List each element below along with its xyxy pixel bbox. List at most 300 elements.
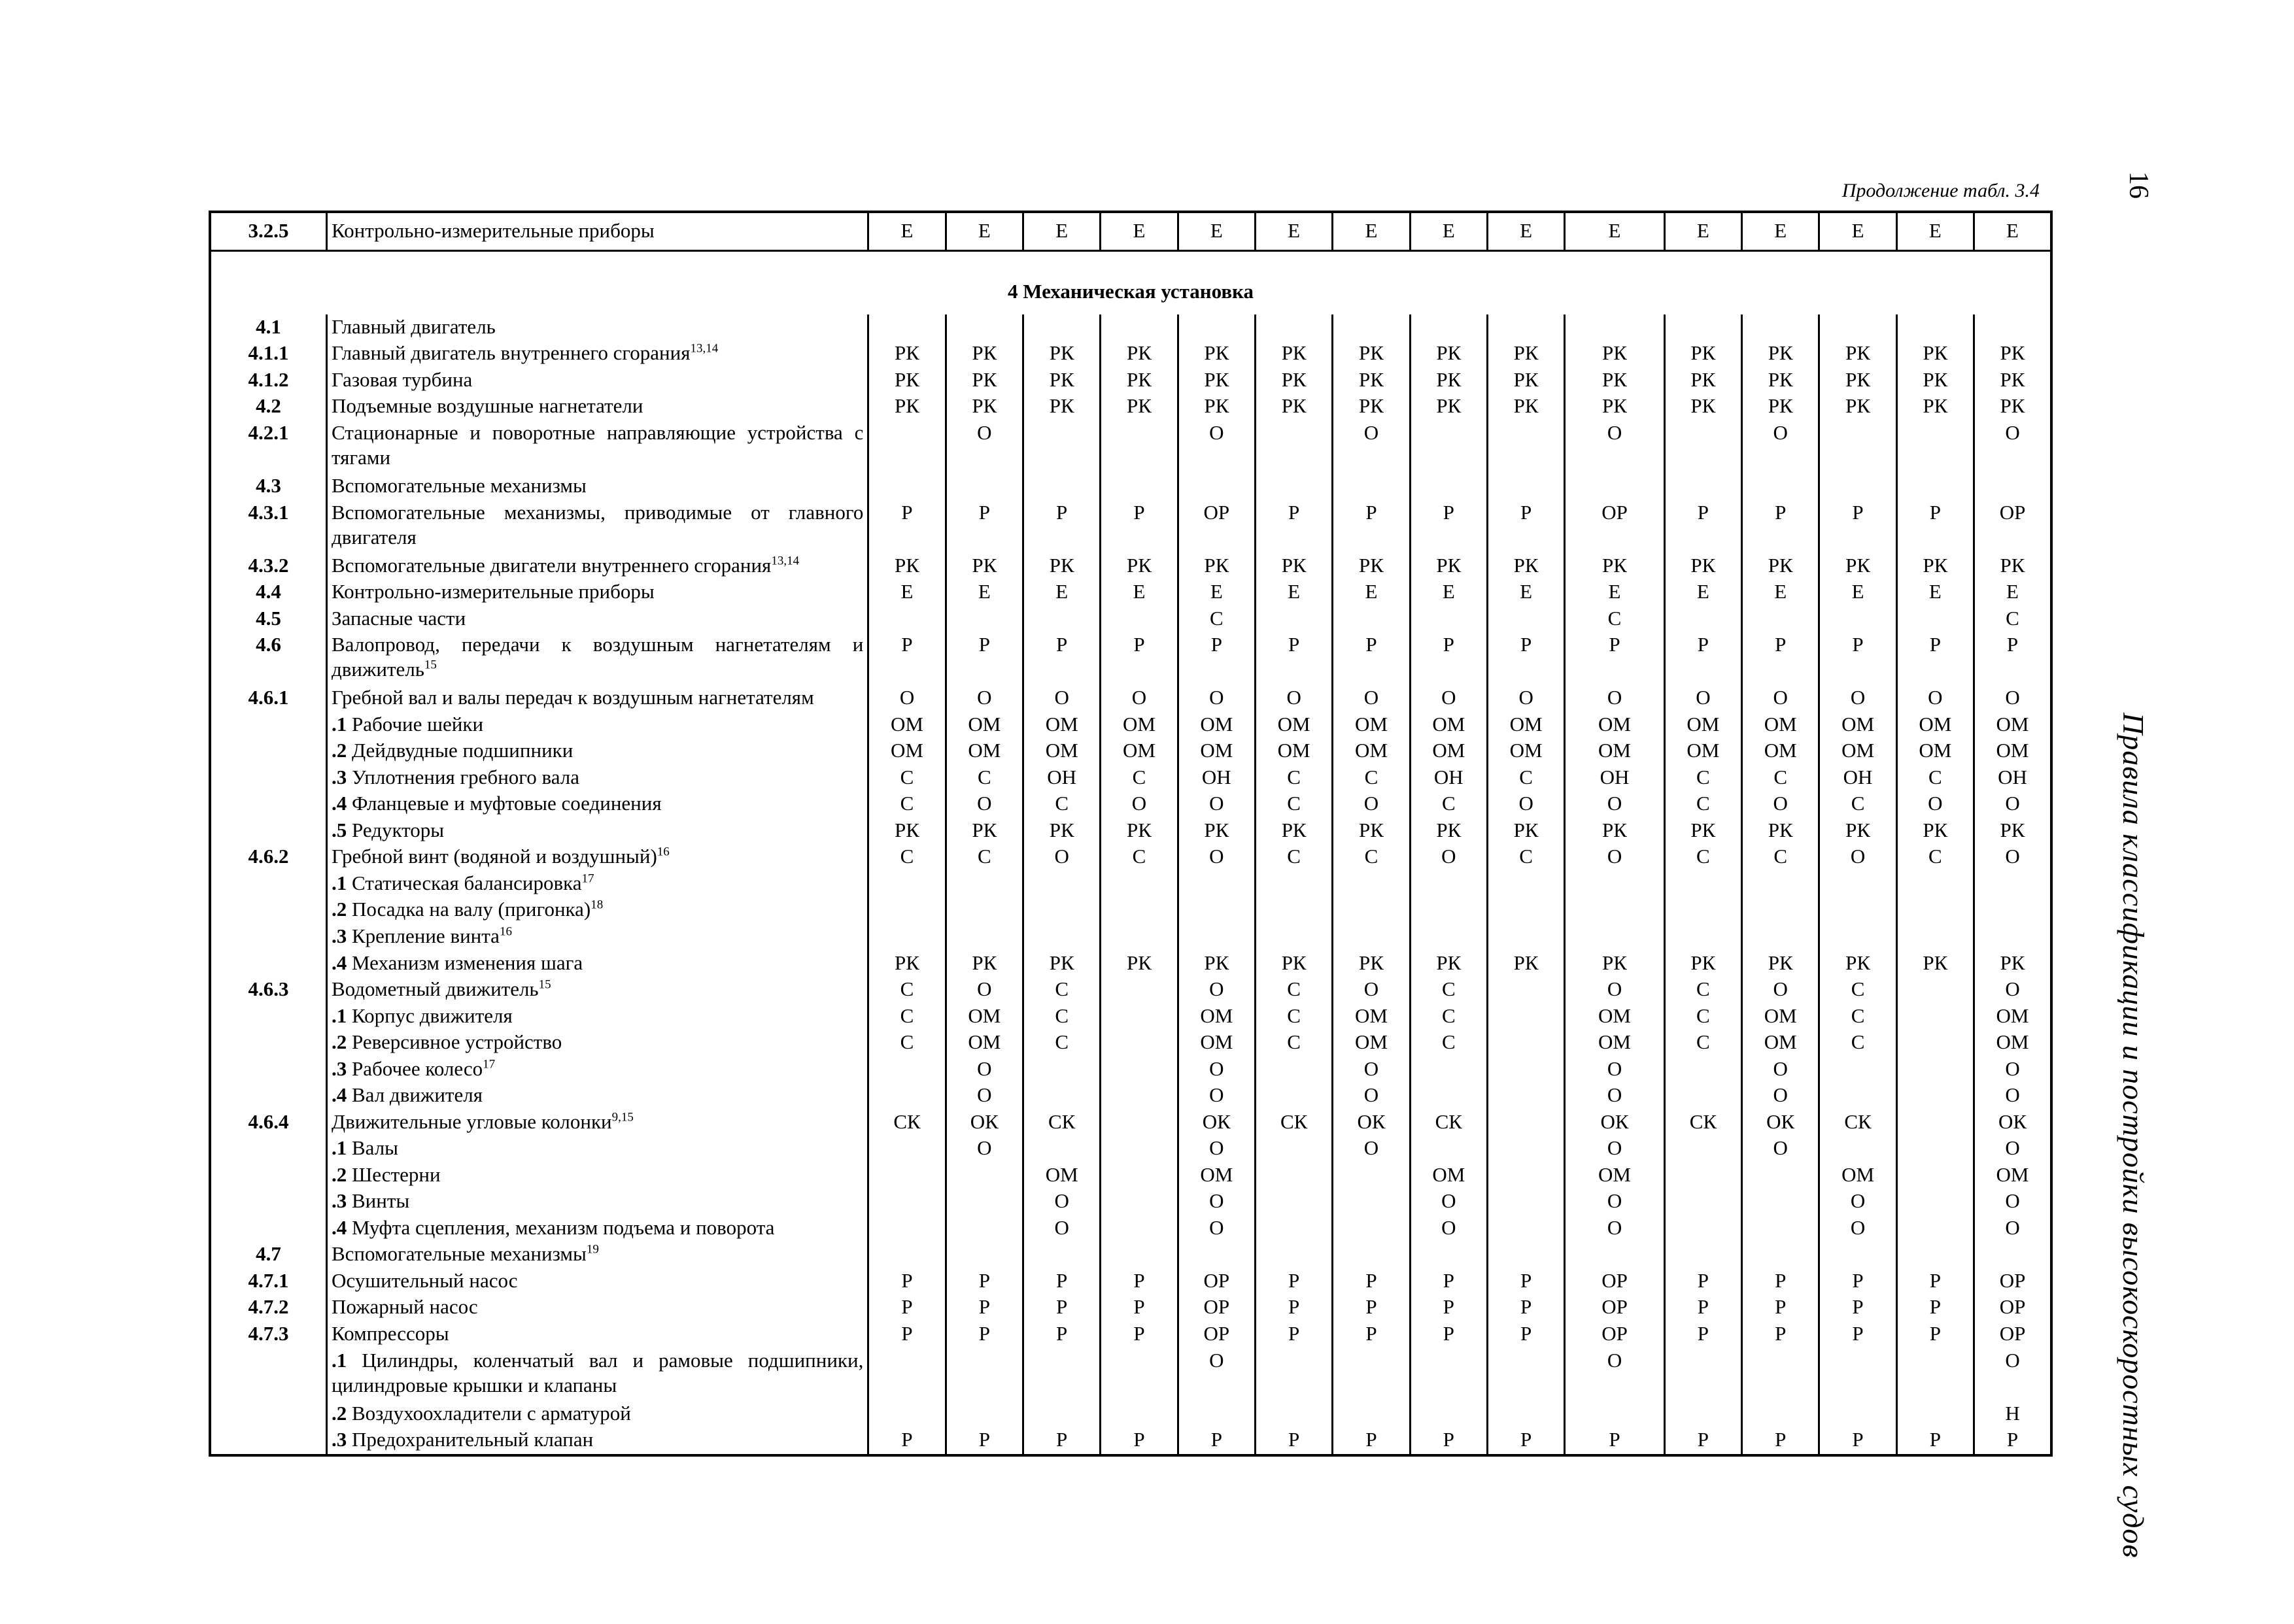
table-cell: О: [1819, 844, 1896, 871]
table-cell: [1255, 924, 1332, 951]
table-cell: [1487, 924, 1564, 951]
table-cell: [1664, 1348, 1741, 1401]
table-cell: [1819, 606, 1896, 633]
table-cell: РК: [1410, 367, 1487, 394]
table-cell: [1819, 924, 1896, 951]
row-name-text: Валопровод, передачи к воздушным нагнетателям и движитель: [332, 633, 864, 681]
table-cell: Р: [1023, 632, 1101, 685]
table-cell: [1101, 1083, 1178, 1109]
footnote-ref: 18: [591, 898, 604, 913]
table-cell: РК: [1896, 367, 1974, 394]
table-cell: [1742, 1242, 1819, 1268]
table-cell: С: [946, 765, 1023, 792]
table-cell: Р: [1101, 632, 1178, 685]
sub-item-number: .3: [332, 924, 347, 948]
table-cell: Р: [1333, 1427, 1410, 1455]
table-cell: [946, 1348, 1023, 1401]
table-cell: О: [1819, 1215, 1896, 1242]
table-cell: С: [1333, 765, 1410, 792]
row-name-text: Компрессоры: [332, 1321, 449, 1345]
table-cell: [1742, 1348, 1819, 1401]
table-cell: О: [1742, 1057, 1819, 1083]
row-number: [210, 1189, 327, 1215]
table-cell: [946, 473, 1023, 500]
table-cell: Е: [946, 579, 1023, 606]
table-cell: О: [1178, 977, 1255, 1004]
table-cell: [946, 1215, 1023, 1242]
table-cell: О: [1178, 1057, 1255, 1083]
table-cell: Р: [1664, 1268, 1741, 1295]
sub-item-number: .1: [332, 712, 347, 736]
row-name: [327, 1348, 868, 1401]
table-cell: ОМ: [946, 1030, 1023, 1057]
table-cell: РК: [946, 553, 1023, 580]
table-cell: [1410, 420, 1487, 473]
table-cell: [1896, 1083, 1974, 1109]
table-cell: Е: [1178, 579, 1255, 606]
table-cell: Р: [1487, 1268, 1564, 1295]
table-cell: ОМ: [1742, 1004, 1819, 1030]
row-name: [327, 1242, 868, 1268]
table-cell: [1742, 606, 1819, 633]
table-cell: С: [1410, 1004, 1487, 1030]
table-cell: О: [1410, 1189, 1487, 1215]
table-cell: РК: [1333, 951, 1410, 977]
table-cell: РК: [946, 341, 1023, 367]
table-cell: ОМ: [1487, 738, 1564, 765]
table-cell: [1101, 871, 1178, 898]
table-cell: О: [1178, 1215, 1255, 1242]
table-cell: Р: [1664, 1294, 1741, 1321]
table-cell: О: [946, 685, 1023, 712]
table-cell: РК: [1178, 341, 1255, 367]
table-cell: [1410, 314, 1487, 341]
table-cell: О: [1101, 685, 1178, 712]
table-cell: [1487, 1189, 1564, 1215]
table-cell: ОМ: [946, 712, 1023, 739]
table-cell: Р: [1896, 1427, 1974, 1455]
table-cell: [1101, 1348, 1178, 1401]
table-cell: О: [1333, 685, 1410, 712]
table-cell: [1410, 1083, 1487, 1109]
table-cell: О: [1742, 1083, 1819, 1109]
row-number: [210, 951, 327, 977]
row-name-text: Вспомогательные механизмы, приводимые от главного двигателя: [332, 500, 864, 549]
table-cell: О: [1565, 791, 1664, 818]
row-number: [210, 791, 327, 818]
table-row: [210, 791, 2051, 818]
table-cell: Р: [1410, 1321, 1487, 1348]
table-cell: Е: [1023, 212, 1101, 250]
row-name: [327, 553, 868, 580]
table-cell: Р: [1819, 1321, 1896, 1348]
table-cell: ОМ: [1896, 738, 1974, 765]
table-cell: РК: [1896, 951, 1974, 977]
table-cell: РК: [868, 367, 946, 394]
table-cell: [1664, 1083, 1741, 1109]
table-cell: [1974, 924, 2051, 951]
table-cell: Е: [1101, 212, 1178, 250]
table-cell: ОМ: [1974, 738, 2051, 765]
row-number: 4.2: [256, 394, 281, 418]
table-cell: [1487, 1136, 1564, 1162]
table-row: [210, 712, 2051, 739]
table-cell: Е: [1896, 579, 1974, 606]
table-cell: [1101, 977, 1178, 1004]
table-cell: Р: [1819, 1427, 1896, 1455]
row-number: [210, 1162, 327, 1189]
table-cell: [1896, 1004, 1974, 1030]
table-cell: О: [1178, 844, 1255, 871]
table-cell: [1896, 1215, 1974, 1242]
row-number: 4.2.1: [248, 420, 289, 444]
table-cell: РК: [1896, 553, 1974, 580]
table-cell: Р: [1742, 500, 1819, 553]
table-cell: О: [1487, 685, 1564, 712]
table-row: [210, 1294, 2051, 1321]
table-cell: ОМ: [1333, 1030, 1410, 1057]
table-cell: [1974, 897, 2051, 924]
sub-item-number: .1: [332, 1004, 347, 1027]
table-cell: Р: [946, 500, 1023, 553]
table-cell: [1023, 1348, 1101, 1401]
table-cell: [1487, 1242, 1564, 1268]
table-cell: [1664, 606, 1741, 633]
table-cell: РК: [1487, 394, 1564, 420]
table-cell: [1896, 924, 1974, 951]
table-cell: ОМ: [1565, 712, 1664, 739]
table-cell: Р: [1565, 1427, 1664, 1455]
table-cell: [1487, 1401, 1564, 1428]
table-cell: [1742, 473, 1819, 500]
table-cell: РК: [868, 818, 946, 845]
row-number: 4.6: [256, 633, 281, 656]
sub-item-number: .2: [332, 1401, 347, 1425]
table-cell: РК: [1742, 818, 1819, 845]
table-cell: ОМ: [1178, 1162, 1255, 1189]
table-cell: [1896, 871, 1974, 898]
sub-item-number: .2: [332, 1030, 347, 1054]
table-cell: О: [1974, 977, 2051, 1004]
table-cell: [868, 1242, 946, 1268]
row-number: [210, 818, 327, 845]
table-cell: [1896, 606, 1974, 633]
table-cell: [1333, 1162, 1410, 1189]
row-name-text: Пожарный насос: [332, 1295, 478, 1319]
table-cell: СК: [1255, 1109, 1332, 1136]
table-cell: [1742, 924, 1819, 951]
row-name: [327, 738, 868, 765]
table-cell: [1565, 924, 1664, 951]
table-cell: Р: [1333, 1321, 1410, 1348]
table-cell: О: [1565, 1057, 1664, 1083]
table-cell: РК: [1974, 367, 2051, 394]
table-cell: Р: [868, 1268, 946, 1295]
row-name-text: Вспомогательные механизмы: [332, 473, 587, 497]
table-cell: [1819, 871, 1896, 898]
table-cell: О: [1974, 685, 2051, 712]
table-cell: [1664, 1401, 1741, 1428]
table-cell: О: [1178, 1083, 1255, 1109]
table-cell: РК: [1819, 951, 1896, 977]
table-cell: С: [1664, 977, 1741, 1004]
table-cell: РК: [1565, 951, 1664, 977]
table-cell: [1896, 1242, 1974, 1268]
table-row: [210, 314, 2051, 341]
table-cell: [868, 871, 946, 898]
table-cell: [1664, 314, 1741, 341]
table-cell: Р: [1896, 500, 1974, 553]
table-cell: [1101, 1401, 1178, 1428]
row-name: [327, 1268, 868, 1295]
table-cell: ОМ: [1819, 1162, 1896, 1189]
table-cell: РК: [1178, 818, 1255, 845]
row-number: 4.7: [256, 1242, 281, 1266]
footnote-ref: 19: [586, 1243, 599, 1257]
table-cell: Р: [1410, 500, 1487, 553]
table-cell: ОР: [1565, 1294, 1664, 1321]
table-cell: О: [1742, 1136, 1819, 1162]
table-cell: Е: [1664, 579, 1741, 606]
table-cell: ОМ: [1487, 712, 1564, 739]
row-name-text: Вал движителя: [347, 1083, 483, 1107]
table-cell: [1487, 1215, 1564, 1242]
table-cell: ОК: [1178, 1109, 1255, 1136]
table-cell: [1255, 1162, 1332, 1189]
table-cell: [1410, 897, 1487, 924]
table-cell: Е: [1664, 212, 1741, 250]
table-row: [210, 394, 2051, 420]
table-cell: Р: [1487, 1321, 1564, 1348]
section-row: [210, 250, 2051, 314]
sub-item-number: .3: [332, 1057, 347, 1080]
table-cell: [1664, 1057, 1741, 1083]
table-cell: РК: [868, 951, 946, 977]
row-name: [327, 1057, 868, 1083]
table-cell: [1101, 1004, 1178, 1030]
table-cell: [1896, 897, 1974, 924]
table-cell: РК: [1101, 367, 1178, 394]
table-cell: РК: [946, 951, 1023, 977]
table-cell: ОМ: [1742, 1030, 1819, 1057]
table-cell: О: [1664, 685, 1741, 712]
table-cell: ОМ: [1565, 1162, 1664, 1189]
table-cell: РК: [1023, 951, 1101, 977]
table-cell: О: [1896, 791, 1974, 818]
table-cell: О: [1178, 420, 1255, 473]
table-cell: [1664, 1215, 1741, 1242]
table-cell: Р: [1487, 1294, 1564, 1321]
table-cell: Р: [1023, 1294, 1101, 1321]
table-cell: РК: [1023, 341, 1101, 367]
table-cell: РК: [1819, 341, 1896, 367]
table-row: [210, 738, 2051, 765]
table-cell: Е: [1565, 579, 1664, 606]
table-cell: Р: [1664, 500, 1741, 553]
table-cell: [1333, 314, 1410, 341]
table-cell: О: [946, 1083, 1023, 1109]
table-cell: Р: [1410, 1268, 1487, 1295]
table-cell: [1333, 871, 1410, 898]
row-name: [327, 632, 868, 685]
table-cell: Р: [1410, 632, 1487, 685]
table-cell: РК: [1896, 818, 1974, 845]
table-cell: ОК: [1565, 1109, 1664, 1136]
table-cell: РК: [946, 394, 1023, 420]
table-cell: [1410, 1401, 1487, 1428]
table-cell: [1101, 420, 1178, 473]
table-cell: С: [868, 765, 946, 792]
table-cell: Е: [1178, 212, 1255, 250]
table-cell: [1101, 924, 1178, 951]
table-cell: Е: [946, 212, 1023, 250]
table-cell: ОМ: [1333, 1004, 1410, 1030]
table-cell: ОМ: [1565, 738, 1664, 765]
table-cell: Р: [1410, 1427, 1487, 1455]
row-name: [327, 1321, 868, 1348]
table-row: [210, 1162, 2051, 1189]
table-cell: [1742, 897, 1819, 924]
row-name: [327, 473, 868, 500]
table-cell: РК: [1664, 951, 1741, 977]
table-cell: ОР: [1178, 1321, 1255, 1348]
table-cell: [1565, 871, 1664, 898]
table-cell: О: [1333, 1083, 1410, 1109]
row-number: 4.4: [256, 580, 281, 603]
table-cell: [1023, 606, 1101, 633]
table-cell: Р: [1410, 1294, 1487, 1321]
table-cell: [1333, 1189, 1410, 1215]
table-cell: С: [1896, 844, 1974, 871]
table-cell: Е: [1974, 579, 2051, 606]
table-cell: РК: [1742, 394, 1819, 420]
table-cell: Р: [1255, 1294, 1332, 1321]
table-cell: [1101, 1057, 1178, 1083]
sub-item-number: .1: [332, 871, 347, 894]
table-cell: ОМ: [1974, 1004, 2051, 1030]
row-name: [327, 765, 868, 792]
row-name-text: Крепление винта: [347, 924, 500, 948]
table-cell: О: [1565, 844, 1664, 871]
table-cell: [1255, 1136, 1332, 1162]
table-cell: ОМ: [1410, 1162, 1487, 1189]
table-cell: Р: [1255, 500, 1332, 553]
table-cell: [1487, 1162, 1564, 1189]
table-cell: [1410, 1136, 1487, 1162]
table-cell: ОМ: [1410, 712, 1487, 739]
row-number: 4.3.2: [248, 553, 289, 577]
table-cell: ОМ: [1974, 1030, 2051, 1057]
table-cell: О: [1410, 844, 1487, 871]
table-cell: ОМ: [868, 738, 946, 765]
table-cell: РК: [1974, 394, 2051, 420]
row-name-text: Гребной винт (водяной и воздушный): [332, 845, 657, 868]
table-cell: РК: [868, 553, 946, 580]
table-cell: Е: [1565, 212, 1664, 250]
table-cell: [868, 1348, 946, 1401]
table-cell: Е: [1333, 579, 1410, 606]
table-cell: Р: [1487, 632, 1564, 685]
table-cell: РК: [1178, 553, 1255, 580]
table-cell: РК: [1410, 394, 1487, 420]
table-cell: С: [1742, 844, 1819, 871]
row-name-text: Рабочее колесо: [347, 1057, 483, 1080]
table-cell: Р: [868, 1294, 946, 1321]
table-cell: О: [946, 1136, 1023, 1162]
table-cell: [868, 1162, 946, 1189]
table-cell: [1023, 420, 1101, 473]
table-cell: [868, 314, 946, 341]
table-cell: С: [1896, 765, 1974, 792]
table-cell: С: [868, 1030, 946, 1057]
row-name-text: Винты: [347, 1189, 410, 1213]
table-row: [210, 1004, 2051, 1030]
row-name: [327, 712, 868, 739]
table-cell: [1023, 1083, 1101, 1109]
row-number: 4.7.1: [248, 1268, 289, 1292]
table-cell: ОМ: [1819, 712, 1896, 739]
table-cell: [1255, 897, 1332, 924]
row-name-text: Рабочие шейки: [347, 712, 484, 736]
row-name: [327, 500, 868, 553]
table-cell: О: [1333, 420, 1410, 473]
table-cell: РК: [1565, 367, 1664, 394]
table-cell: С: [868, 844, 946, 871]
table-cell: [1487, 420, 1564, 473]
table-cell: О: [1255, 685, 1332, 712]
table-cell: С: [1565, 606, 1664, 633]
table-row: [210, 1348, 2051, 1401]
table-cell: ОР: [1565, 1321, 1664, 1348]
table-cell: О: [946, 791, 1023, 818]
table-cell: О: [868, 685, 946, 712]
table-row: [210, 606, 2051, 633]
table-cell: [868, 1083, 946, 1109]
table-cell: О: [1565, 1189, 1664, 1215]
row-name: [327, 685, 868, 712]
table-cell: О: [1565, 977, 1664, 1004]
table-cell: Р: [1023, 500, 1101, 553]
table-cell: РК: [1023, 394, 1101, 420]
table-cell: С: [1178, 606, 1255, 633]
row-number: [210, 712, 327, 739]
table-cell: О: [1023, 844, 1101, 871]
table-cell: РК: [1487, 951, 1564, 977]
table-cell: [1255, 473, 1332, 500]
table-cell: Н: [1974, 1401, 2051, 1428]
table-cell: [1819, 1401, 1896, 1428]
table-cell: ОН: [1565, 765, 1664, 792]
sub-item-number: .1: [332, 1348, 347, 1372]
table-cell: Р: [1896, 632, 1974, 685]
table-cell: С: [1410, 791, 1487, 818]
table-cell: [1742, 1401, 1819, 1428]
table-cell: С: [1255, 1030, 1332, 1057]
table-cell: [1101, 1189, 1178, 1215]
table-cell: О: [1178, 1136, 1255, 1162]
table-cell: О: [1974, 1215, 2051, 1242]
table-cell: [1819, 473, 1896, 500]
footnote-ref: 17: [581, 871, 594, 886]
table-cell: С: [1487, 765, 1564, 792]
table-cell: [868, 897, 946, 924]
table-cell: [1333, 897, 1410, 924]
table-cell: ОН: [1023, 765, 1101, 792]
table-cell: Р: [1896, 1268, 1974, 1295]
table-cell: РК: [1255, 367, 1332, 394]
table-cell: [1023, 314, 1101, 341]
table-cell: [1896, 314, 1974, 341]
